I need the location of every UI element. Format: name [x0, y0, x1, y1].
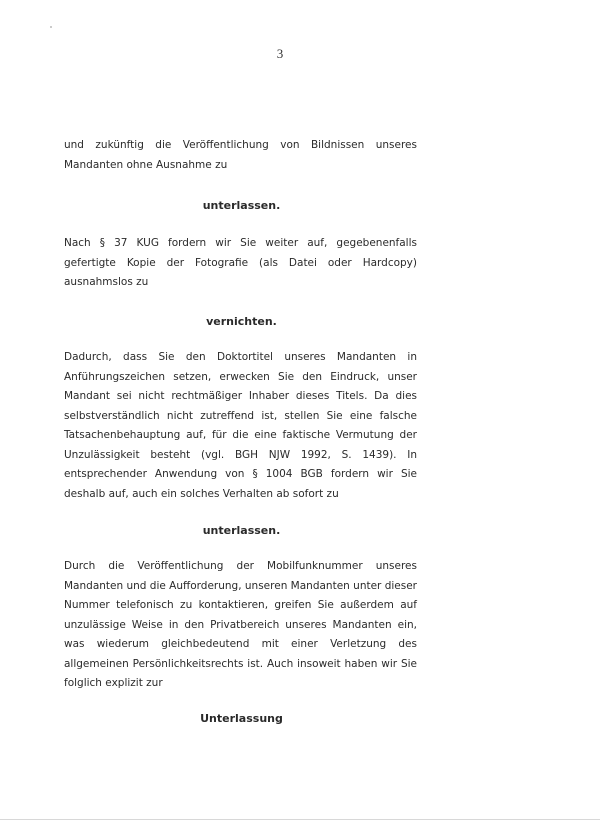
- paragraph-3: Dadurch, dass Sie den Doktortitel unseres Mandanten in Anführungszeichen setzen, erwecken Sie den Eindruck, unser Mandant sei nicht rechtmäßiger Inhaber dieses Titels. Da dies selbstverständlich nicht zutreffend ist, stellen Sie eine falsche Tatsachenbehauptung auf, für die eine faktische Vermutung der Unzulässigkeit besteht (vgl. BGH NJW 1992, S. 1439). In entsprechender Anwendung von § 1004 BGB fordern wir Sie deshalb auf, auch ein solches Verhalten ab sofort zu: [64, 351, 417, 500]
- demand-1: unterlassen.: [202, 199, 281, 212]
- page-number: 3: [276, 46, 284, 61]
- demand-2: vernichten.: [206, 315, 277, 328]
- scan-edge: [0, 819, 600, 820]
- paragraph-2: Nach § 37 KUG fordern wir Sie weiter auf, gegebenenfalls gefertigte Kopie der Fotografie (als Datei oder Hardcopy) ausnahmslos zu: [64, 237, 417, 288]
- scan-speck: [50, 26, 52, 28]
- demand-3: unterlassen.: [202, 524, 281, 537]
- paragraph-1: und zukünftig die Veröffentlichung von Bildnissen unseres Mandanten ohne Ausnahme zu: [64, 139, 417, 171]
- demand-4: Unterlassung: [200, 712, 283, 725]
- paragraph-4: Durch die Veröffentlichung der Mobilfunknummer unseres Mandanten und die Aufforderung, unseren Mandanten unter dieser Nummer telefonisch zu kontaktieren, greifen Sie außerdem auf unzulässige Weise in den Privatbereich unseres Mandanten ein, was wiederum gleichbedeutend mit einer Verletzung des allgemeinen Persönlichkeitsrechts ist. Auch insoweit haben wir Sie folglich explizit zur: [64, 560, 417, 689]
